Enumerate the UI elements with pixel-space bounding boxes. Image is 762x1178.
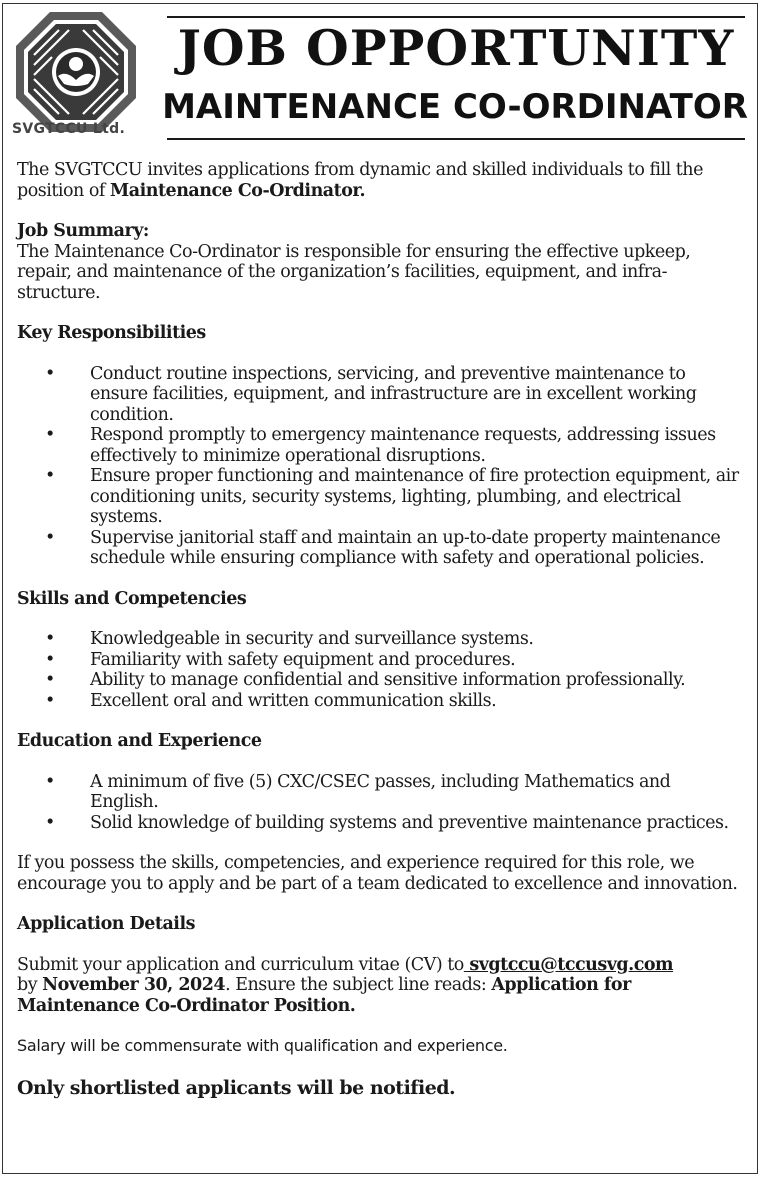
list-item: • Excellent oral and written communication skills. xyxy=(17,691,742,712)
list-item: • Ensure proper functioning and maintenance of fire protection equipment, air conditioning units, security systems, lighting, plumbing, and electrical systems. xyxy=(17,466,742,528)
intro-paragraph: The SVGTCCU invites applications from dynamic and skilled individuals to fill the position of Maintenance Co-Ordinator. xyxy=(17,160,703,201)
shortlist-notice: Only shortlisted applicants will be notified. xyxy=(17,1076,456,1099)
list-item: • Conduct routine inspections, servicing, and preventive maintenance to ensure facilities, equipment, and infrastructure are in excellent working condition. xyxy=(17,364,742,426)
job-summary-text: The Maintenance Co-Ordinator is responsible for ensuring the effective upkeep, repair, and maintenance of the organization’s facilities, equipment, and infra-structure. xyxy=(17,241,691,303)
education-list xyxy=(17,772,742,834)
salary-note: Salary will be commensurate with qualification and experience. xyxy=(17,1036,508,1055)
responsibilities-list xyxy=(17,364,742,569)
list-item: • Respond promptly to emergency maintenance requests, addressing issues effectively to minimize operational disruptions. xyxy=(17,425,742,466)
responsibilities-heading: Key Responsibilities xyxy=(17,323,206,343)
skills-list xyxy=(17,629,742,711)
list-item: • Familiarity with safety equipment and procedures. xyxy=(17,650,742,671)
list-item: • Solid knowledge of building systems and preventive maintenance practices. xyxy=(17,813,742,834)
application-heading: Application Details xyxy=(17,914,195,934)
application-email-link[interactable]: svgtccu@tccusvg.com xyxy=(463,954,674,975)
page-title: JOB OPPORTUNITY xyxy=(177,19,735,77)
intro-position: Maintenance Co-Ordinator. xyxy=(109,180,366,201)
skills-heading: Skills and Competencies xyxy=(17,588,247,609)
job-summary-heading: Job Summary: xyxy=(17,221,149,241)
application-paragraph: Submit your application and curriculum vitae (CV) to svgtccu@tccusvg.com by November 30, 2024. Ensure the subject line reads: Application for Maintenance Co-Ordinator Position. xyxy=(17,954,674,1016)
list-item: • Supervise janitorial staff and maintain an up-to-date property maintenance schedule while ensuring compliance with safety and operational policies. xyxy=(17,528,742,569)
list-item: • A minimum of five (5) CXC/CSEC passes, including Mathematics and English. xyxy=(17,772,742,813)
list-item: • Knowledgeable in security and surveillance systems. xyxy=(17,629,742,650)
list-item: • Ability to manage confidential and sensitive information professionally. xyxy=(17,670,742,691)
closing-paragraph: If you possess the skills, competencies, and experience required for this role, we encourage you to apply and be part of a team dedicated to excellence and innovation. xyxy=(17,853,738,894)
position-title: MAINTENANCE CO-ORDINATOR xyxy=(162,87,748,127)
ad-body xyxy=(17,160,742,1099)
header-rule-bottom xyxy=(167,138,745,140)
logo-caption: SVGTCCU Ltd. xyxy=(12,121,126,137)
application-deadline: November 30, 2024 xyxy=(42,975,226,995)
education-heading: Education and Experience xyxy=(17,731,262,751)
application-subject: Application for Maintenance Co-Ordinator Position. xyxy=(17,975,631,1016)
